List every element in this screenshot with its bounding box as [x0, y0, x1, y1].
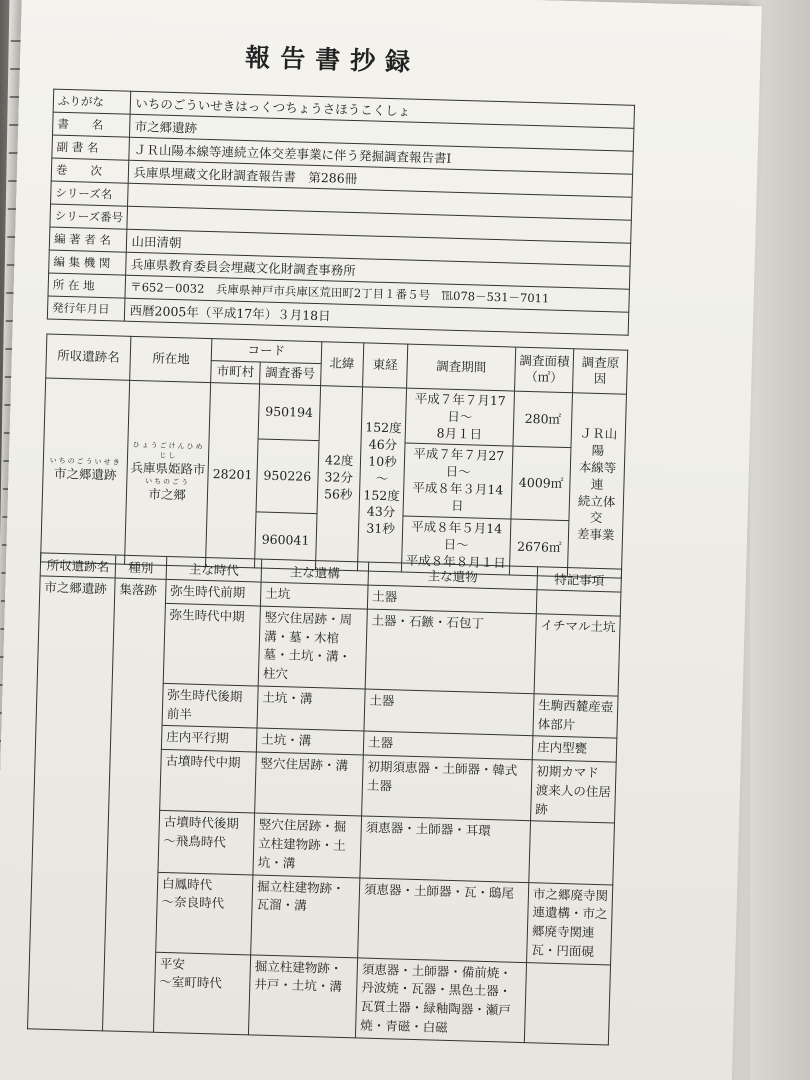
- location-ruby-2: いちのごう: [145, 477, 191, 487]
- feature-notes: イチマル土坑: [534, 614, 620, 696]
- bib-label: シリーズ名: [51, 181, 129, 206]
- bib-label: ふりがな: [53, 89, 131, 114]
- bib-label: 副 書 名: [52, 135, 130, 160]
- bib-label: シリーズ番号: [50, 204, 128, 229]
- hdr-area: 調査面積（㎡）: [514, 347, 574, 392]
- fhdr-artifacts: 主な遺物: [368, 562, 538, 590]
- hdr-code: コード: [211, 339, 321, 364]
- bib-value: 市之郷遺跡: [130, 114, 634, 151]
- feature-notes: 市之郷廃寺関連遺構・市之郷廃寺関連瓦・円面硯: [527, 882, 613, 964]
- bib-label: 巻 次: [51, 158, 129, 183]
- bib-label: 書 名: [52, 112, 130, 137]
- hdr-survey-no: 調査番号: [260, 362, 321, 386]
- feature-era: 平安 ～室町時代: [153, 952, 250, 1035]
- feature-site: 市之郷遺跡: [28, 576, 116, 1030]
- fhdr-features: 主な遺構: [261, 559, 369, 585]
- muni-code: 28201: [206, 382, 260, 567]
- site-location-cell: [125, 380, 211, 566]
- site-name-ruby: いちのごういせき: [49, 456, 122, 467]
- feature-features: 竪穴住居跡・周溝・墓・木棺墓・土坑・溝・柱穴: [258, 606, 367, 689]
- feature-era: 庄内平行期: [161, 726, 257, 752]
- feature-artifacts: 土器・石鏃・石包丁: [365, 609, 536, 694]
- page-title: 報告書抄録: [244, 42, 421, 77]
- feature-artifacts: 須恵器・土師器・瓦・鴟尾: [358, 877, 529, 962]
- period-2: 平成７年７月27日～ 平成８年３月14日: [403, 443, 513, 518]
- feature-artifacts: 初期須恵器・土師器・韓式土器: [362, 755, 533, 821]
- fhdr-notes: 特記事項: [537, 567, 622, 592]
- feature-era: 弥生時代後期前半: [162, 683, 258, 728]
- latitude: 42度 32分 56秒: [315, 385, 362, 570]
- survey-no-1: 950194: [258, 384, 320, 441]
- survey-no-3: 960041: [254, 512, 316, 569]
- feature-artifacts: 土器: [364, 689, 534, 736]
- hdr-reason: 調査原因: [573, 349, 628, 394]
- area-1: 280㎡: [513, 391, 573, 448]
- area-3: 2676㎡: [509, 519, 569, 576]
- feature-notes: [524, 962, 610, 1044]
- fhdr-site: 所収遺跡名: [40, 553, 116, 578]
- period-3: 平成８年５月14日～ 平成８年８月１日: [402, 516, 511, 575]
- longitude: 152度 46分 10秒 ～ 152度 43分 31秒: [357, 387, 407, 572]
- bibliographic-table: [47, 89, 635, 336]
- bib-value: 西暦2005年（平成17年）３月18日: [125, 298, 629, 335]
- location-1: 兵庫県姫路市: [130, 459, 206, 477]
- feature-artifacts: 須恵器・土師器・備前焼・丹波焼・瓦器・黒色土器・瓦質土器・緑釉陶器・瀬戸焼・青磁・白磁: [355, 957, 526, 1042]
- bib-label: 所 在 地: [48, 273, 126, 298]
- period-1: 平成７年７月17日～ 8月１日: [405, 388, 514, 447]
- feature-features: 土坑: [260, 582, 368, 609]
- hdr-lon: 東経: [362, 343, 408, 388]
- feature-features: 掘立柱建物跡・瓦溜・溝: [251, 874, 360, 957]
- area-2: 4009㎡: [511, 446, 571, 520]
- location-ruby-1: ひょうごけんひめじし: [132, 441, 205, 460]
- feature-features: 土坑・溝: [257, 686, 365, 731]
- feature-notes: [536, 590, 621, 616]
- feature-artifacts: 須恵器・土師器・耳環: [360, 816, 531, 882]
- features-table: [27, 552, 622, 1045]
- feature-notes: 庄内型甕: [532, 736, 617, 762]
- fhdr-type: 種別: [115, 555, 167, 579]
- feature-type: 集落跡: [103, 578, 167, 1032]
- feature-features: 土坑・溝: [256, 728, 364, 755]
- bib-label: 発行年月日: [47, 296, 125, 321]
- bib-label: 編 著 者 名: [49, 227, 127, 252]
- fhdr-era: 主な時代: [166, 556, 262, 582]
- bib-value: 山田清朝: [127, 229, 631, 266]
- feature-notes: 初期カマド 渡来人の住居跡: [531, 760, 617, 824]
- hdr-site: 所収遺跡名: [46, 334, 132, 380]
- feature-era: 古墳時代中期: [160, 749, 257, 813]
- feature-era: 白鳳時代 ～奈良時代: [156, 872, 253, 955]
- bib-value: ＪＲ山陽本線等連続立体交差事業に伴う発掘調査報告書Ⅰ: [129, 137, 633, 174]
- site-name: 市之郷遺跡: [53, 466, 117, 483]
- hdr-location: 所在地: [130, 336, 212, 382]
- bib-value: 兵庫県教育委員会埋蔵文化財調査事務所: [126, 252, 630, 289]
- bib-label: 編 集 機 関: [49, 250, 127, 275]
- feature-era: 弥生時代前期: [165, 579, 261, 605]
- right-background: [750, 0, 810, 1080]
- feature-features: 掘立柱建物跡・井戸・土坑・溝: [248, 954, 357, 1037]
- bib-value: いちのごういせきはっくつちょうさほうこくしょ: [131, 91, 635, 128]
- site-name-cell: [41, 378, 131, 564]
- feature-era: 弥生時代中期: [163, 603, 260, 686]
- feature-era: 古墳時代後期～飛鳥時代: [158, 811, 255, 875]
- location-2: 市之郷: [148, 486, 187, 503]
- feature-artifacts: 土器: [363, 731, 533, 759]
- hdr-muni: 市町村: [211, 360, 260, 383]
- bib-value: 〒652－0032 兵庫県神戸市兵庫区荒田町2丁目１番５号 ℡078－531－7011: [125, 275, 629, 312]
- feature-notes: [529, 821, 615, 885]
- hdr-period: 調査期間: [407, 344, 516, 391]
- survey-reason: ＪＲ山陽 本線等連 続立体交 差事業: [568, 392, 627, 577]
- feature-artifacts: 土器: [367, 585, 537, 613]
- site-table: [40, 333, 628, 578]
- feature-features: 竪穴住居跡・溝: [255, 752, 364, 816]
- feature-notes: 生駒西麓産壺体部片: [533, 693, 618, 738]
- hdr-lat: 北緯: [320, 342, 363, 387]
- feature-features: 竪穴住居跡・掘立柱建物跡・土坑・溝: [253, 813, 362, 877]
- bib-value: 兵庫県埋蔵文化財調査報告書 第286冊: [129, 160, 633, 197]
- survey-no-2: 950226: [256, 439, 319, 513]
